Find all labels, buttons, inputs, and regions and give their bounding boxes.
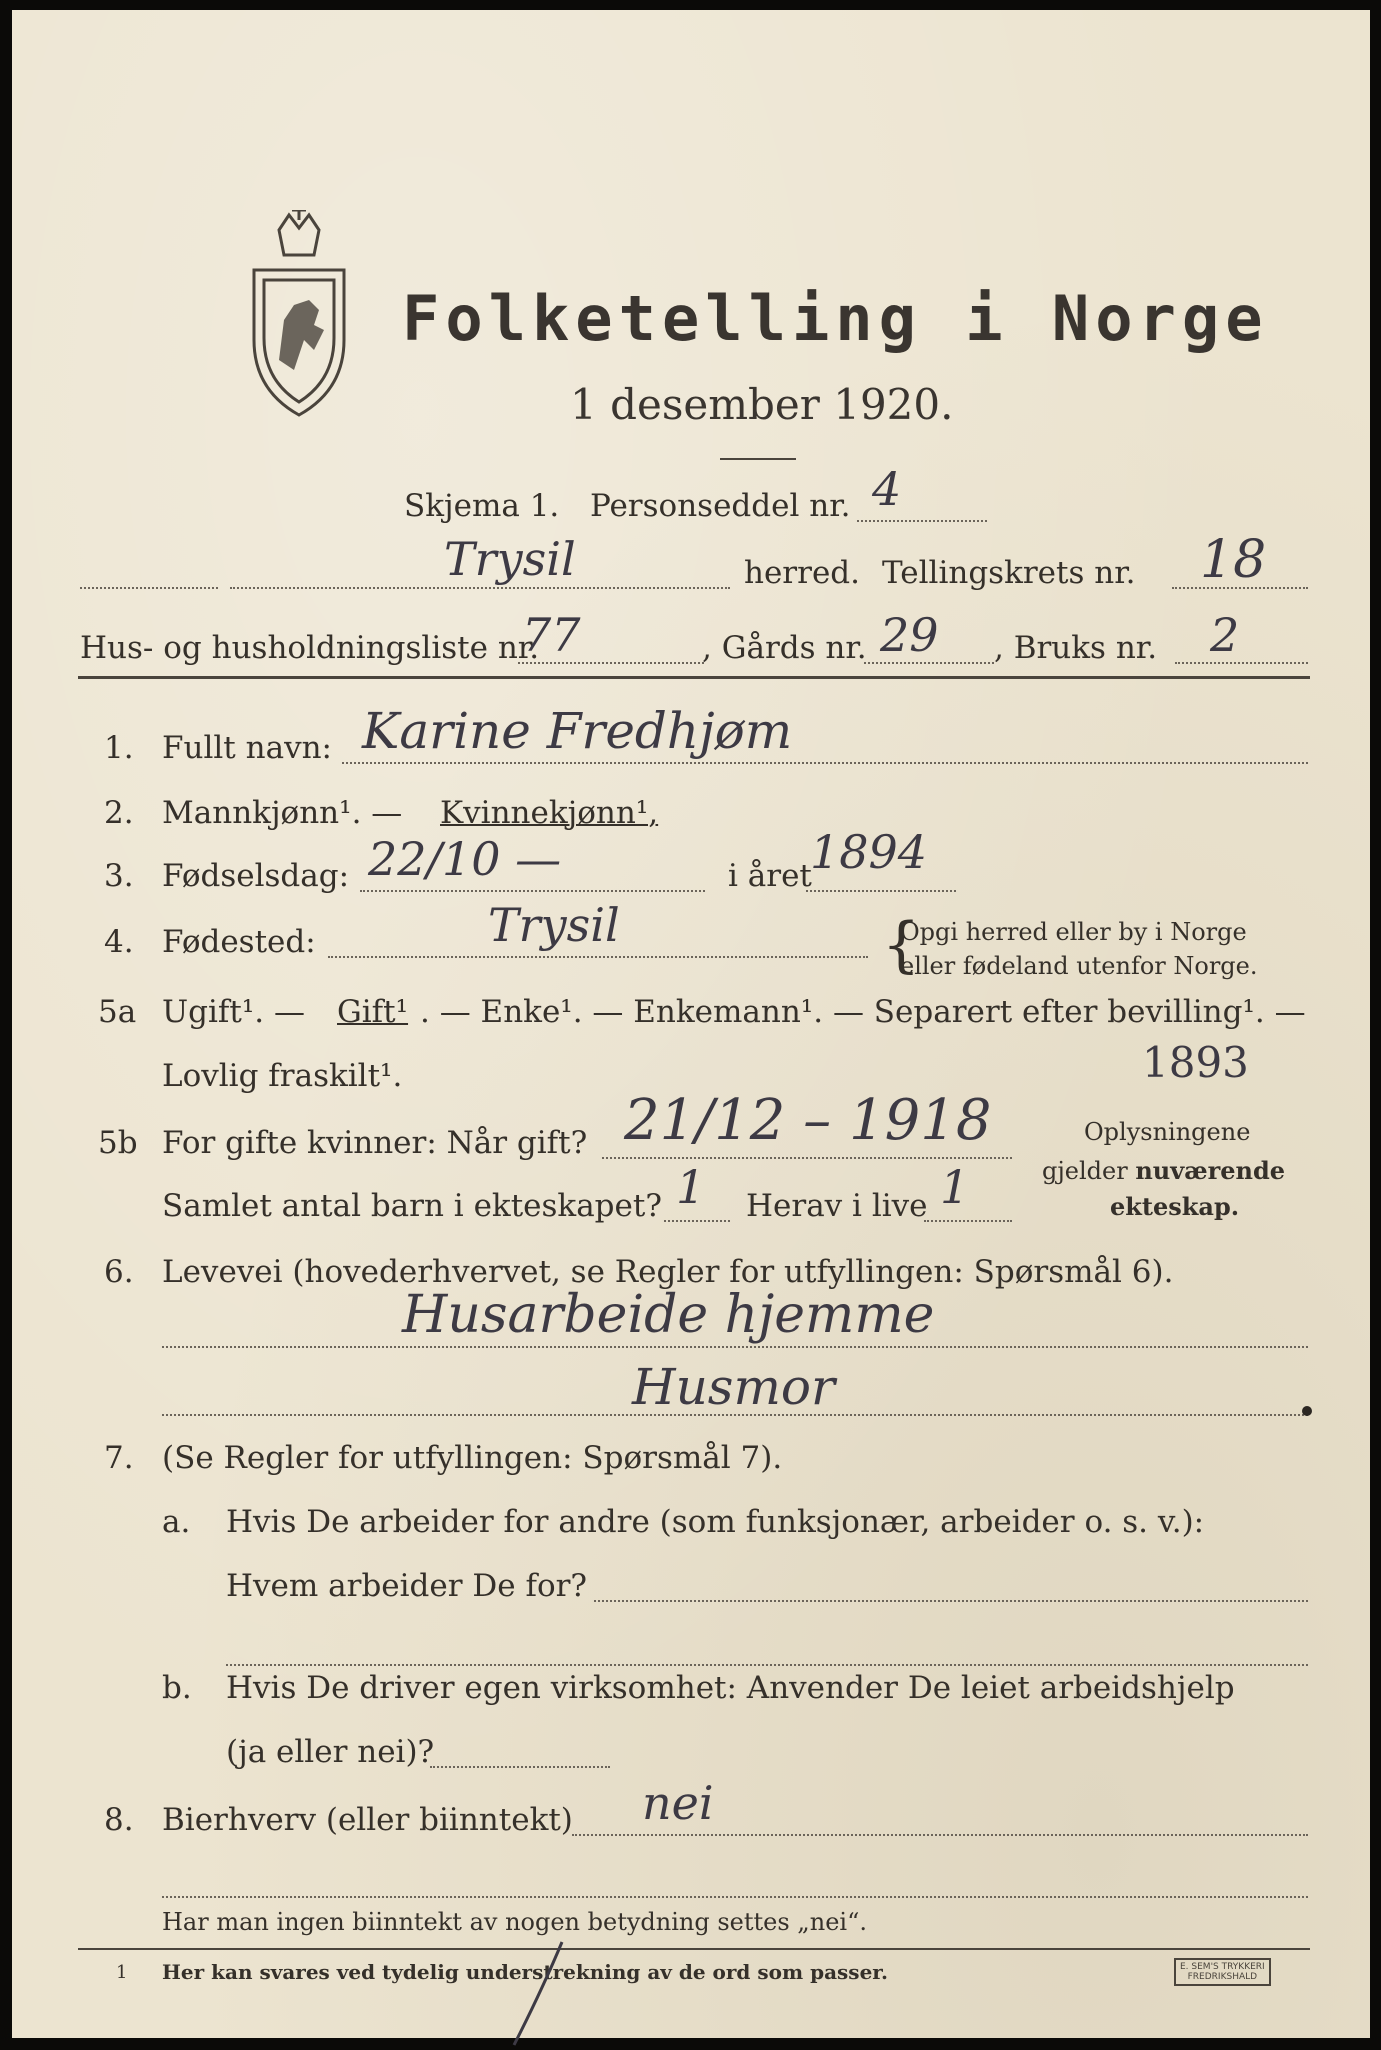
q4-brace: { — [882, 910, 921, 980]
herred-line — [230, 587, 730, 589]
q1-value: Karine Fredhjøm — [362, 702, 793, 760]
q5a-line2: Lovlig fraskilt¹. — [162, 1058, 403, 1094]
q5a-gift-underlined: Gift¹ — [337, 994, 409, 1030]
q5b-live-label: Herav i live — [746, 1188, 928, 1224]
husliste-label: Hus- og husholdningsliste nr. — [80, 630, 540, 666]
q6-line1 — [162, 1346, 1308, 1348]
bruks-line — [1175, 662, 1308, 664]
q5b-note-line1: Oplysningene — [1084, 1118, 1251, 1146]
q3-value: 22/10 — — [368, 832, 562, 886]
q1-number: 1. — [104, 730, 134, 766]
q7a-letter: a. — [162, 1504, 191, 1540]
husliste-value: 77 — [522, 608, 581, 662]
tellingskrets-value: 18 — [1200, 530, 1267, 590]
q4-note-line2: eller fødeland utenfor Norge. — [900, 952, 1258, 980]
q5a-annotation: 1893 — [1142, 1038, 1249, 1087]
skjema-label: Skjema 1. — [404, 488, 560, 524]
q7b-letter: b. — [162, 1670, 192, 1706]
q5b-barn-label: Samlet antal barn i ekteskapet? — [162, 1188, 662, 1224]
q5b-note-line2 — [1042, 1156, 1285, 1185]
footnote-text: Her kan svares ved tydelig understrekning av de ord som passer. — [162, 1960, 888, 1984]
q5b-note-bold: nuværende — [1135, 1156, 1286, 1185]
q5a-number: 5a — [98, 994, 137, 1030]
footer-note: Har man ingen biinntekt av nogen betydning settes „nei“. — [162, 1908, 867, 1936]
q7a-label: Hvis De arbeider for andre (som funksjonær, arbeider o. s. v.): — [226, 1504, 1205, 1540]
ink-dot — [1302, 1406, 1312, 1416]
q8-label: Bierhverv (eller biinntekt) — [162, 1802, 573, 1838]
q4-note-line1: Opgi herred eller by i Norge — [900, 918, 1247, 946]
q6-value-line2: Husmor — [632, 1358, 835, 1416]
q5b-note-line3: ekteskap. — [1110, 1192, 1240, 1221]
q2-kvinnekjonn-underlined: Kvinnekjønn¹, — [440, 795, 659, 831]
census-date: 1 desember 1920. — [570, 380, 954, 429]
q8-number: 8. — [104, 1802, 134, 1838]
q3-number: 3. — [104, 858, 134, 894]
handwritten-stroke — [492, 1940, 572, 2050]
stamp-line2: FREDRIKSHALD — [1187, 1972, 1258, 1982]
q3-year-label: i året — [728, 858, 812, 894]
q5b-live-line — [924, 1220, 1012, 1222]
q5b-note-gjelder: gjelder — [1042, 1157, 1136, 1185]
q7b-sub: (ja eller nei)? — [226, 1734, 435, 1770]
q8-value: nei — [642, 1776, 714, 1830]
q5a-ugift: Ugift¹. — — [162, 994, 305, 1030]
q6-label: Levevei (hovederhvervet, se Regler for utfyllingen: Spørsmål 6). — [162, 1254, 1174, 1290]
q2-mannkjonn: Mannkjønn¹. — — [162, 795, 403, 831]
q7-number: 7. — [104, 1440, 134, 1476]
personseddel-label: Personseddel nr. — [590, 488, 851, 524]
header-rule — [78, 676, 1310, 679]
q7-label: (Se Regler for utfyllingen: Spørsmål 7). — [162, 1440, 783, 1476]
q5b-live-value: 1 — [940, 1160, 970, 1214]
tellingskrets-label: Tellingskrets nr. — [882, 555, 1136, 591]
q4-number: 4. — [104, 924, 134, 960]
gards-value: 29 — [880, 608, 939, 662]
q7a-line2 — [226, 1664, 1308, 1666]
q5a-rest: . — Enke¹. — Enkemann¹. — Separert efter bevilling¹. — — [420, 994, 1306, 1030]
q3-year-value: 1894 — [810, 825, 928, 879]
bruks-label: , Bruks nr. — [994, 630, 1158, 666]
printer-stamp — [1174, 1958, 1271, 1986]
census-form-page — [12, 10, 1370, 2038]
q5b-line — [602, 1157, 1012, 1159]
q3-line — [360, 890, 705, 892]
footnote-mark: 1 — [116, 1962, 128, 1983]
gards-line — [864, 662, 994, 664]
bruks-value: 2 — [1210, 608, 1240, 662]
q5b-number: 5b — [98, 1125, 138, 1161]
personseddel-value: 4 — [872, 462, 902, 516]
form-title: Folketelling i Norge — [402, 282, 1269, 355]
title-divider — [720, 458, 796, 460]
husliste-line — [518, 662, 704, 664]
q5b-barn-value: 1 — [676, 1160, 706, 1214]
q1-label: Fullt navn: — [162, 730, 332, 766]
q5b-barn-line — [664, 1220, 730, 1222]
q7a-line1 — [594, 1600, 1308, 1602]
herred-value: Trysil — [444, 532, 576, 586]
q8-line1 — [572, 1834, 1308, 1836]
q4-value: Trysil — [488, 898, 620, 952]
personseddel-line — [857, 520, 987, 522]
herred-line-left — [80, 587, 218, 589]
q5b-label: For gifte kvinner: Når gift? — [162, 1125, 588, 1161]
q4-label: Fødested: — [162, 924, 316, 960]
q4-line — [328, 956, 868, 958]
q7a-sub: Hvem arbeider De for? — [226, 1568, 588, 1604]
stamp-line1: E. SEM'S TRYKKERI — [1180, 1962, 1265, 1972]
q3-label: Fødselsdag: — [162, 858, 350, 894]
q5b-value: 21/12 – 1918 — [624, 1088, 992, 1153]
q7b-line — [430, 1766, 610, 1768]
footer-rule — [78, 1948, 1310, 1950]
q8-line2 — [162, 1896, 1308, 1898]
q2-number: 2. — [104, 795, 134, 831]
q1-line — [342, 762, 1308, 764]
q6-value-line1: Husarbeide hjemme — [402, 1285, 935, 1345]
q3-year-line — [806, 890, 956, 892]
herred-label: herred. — [744, 555, 860, 591]
gards-label: , Gårds nr. — [702, 630, 867, 666]
q6-number: 6. — [104, 1254, 134, 1290]
q7b-label: Hvis De driver egen virksomhet: Anvender De leiet arbeidshjelp — [226, 1670, 1235, 1706]
coat-of-arms-icon — [234, 210, 364, 420]
